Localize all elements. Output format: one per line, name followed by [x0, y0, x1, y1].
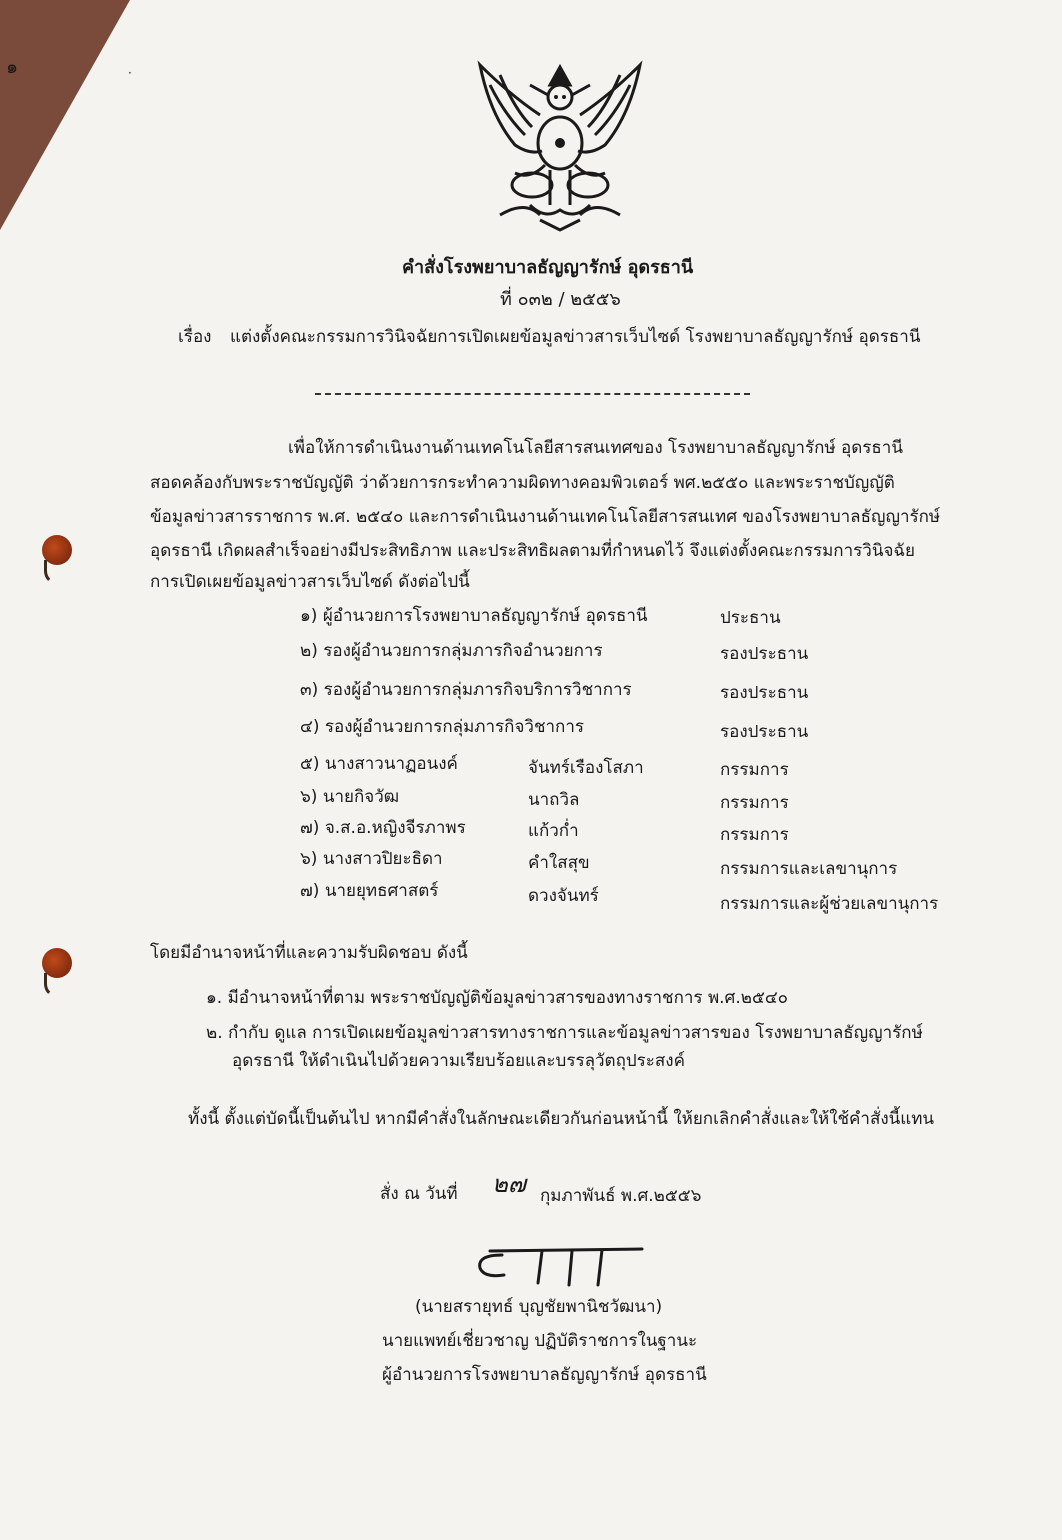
committee-member-name: ๒) รองผู้อำนวยการกลุ่มภารกิจอำนวยการ — [300, 641, 603, 661]
signatory-name: (นายสรายุทธ์ บุญชัยพานิชวัฒนา) — [415, 1297, 663, 1317]
closing-statement: ทั้งนี้ ตั้งแต่บัดนี้เป็นต้นไป หากมีคำสั่งในลักษณะเดียวกันก่อนหน้านี้ ให้ยกเลิกคำสั่งและให้ใช้คำสั่งนี้แทน — [188, 1109, 935, 1129]
committee-member-role: กรรมการ — [720, 760, 789, 780]
punch-hole-mark — [44, 560, 61, 585]
intro-line: สอดคล้องกับพระราชบัญญัติ ว่าด้วยการกระทำความผิดทางคอมพิวเตอร์ พศ.๒๕๕๐ และพระราชบัญญัติ — [150, 473, 895, 493]
committee-member-role: ประธาน — [720, 608, 781, 628]
signatory-position: นายแพทย์เชี่ยวชาญ ปฏิบัติราชการในฐานะ — [382, 1331, 698, 1351]
duty-item: ๑. มีอำนาจหน้าที่ตาม พระราชบัญญัติข้อมูลข่าวสารของทางราชการ พ.ศ.๒๕๔๐ — [206, 988, 789, 1008]
order-number: ที่ ๐๓๒ / ๒๕๕๖ — [500, 289, 621, 310]
committee-member-surname: ดวงจันทร์ — [528, 886, 599, 906]
intro-line: การเปิดเผยข้อมูลข่าวสารเว็บไซด์ ดังต่อไปนี้ — [150, 572, 470, 592]
order-date-day: ๒๗ — [492, 1170, 526, 1198]
committee-member-surname: จันทร์เรืองโสภา — [528, 758, 644, 778]
committee-member-role: กรรมการและเลขานุการ — [720, 859, 898, 879]
intro-line: เพื่อให้การดำเนินงานด้านเทคโนโลยีสารสนเทศของ โรงพยาบาลธัญญารักษ์ อุดรธานี — [288, 438, 903, 458]
subject-label: เรื่อง — [178, 327, 212, 347]
committee-member-name: ๔) รองผู้อำนวยการกลุ่มภารกิจวิชาการ — [300, 717, 585, 737]
duty-item: ๒. กำกับ ดูแล การเปิดเผยข้อมูลข่าวสารทางราชการและข้อมูลข่าวสารของ โรงพยาบาลธัญญารักษ์ — [206, 1023, 923, 1043]
signature-icon — [472, 1243, 647, 1293]
order-date-prefix: สั่ง ณ วันที่ — [380, 1184, 458, 1204]
stray-dot: · — [128, 66, 132, 80]
page-number: ๑ — [6, 56, 19, 78]
committee-member-name: ๗) จ.ส.อ.หญิงจีรภาพร — [300, 818, 466, 838]
garuda-emblem-icon — [470, 55, 650, 235]
committee-member-name: ๗) นายยุทธศาสตร์ — [300, 881, 439, 901]
order-date-month-year: กุมภาพันธ์ พ.ศ.๒๕๕๖ — [540, 1186, 702, 1206]
folded-corner — [0, 0, 130, 230]
committee-member-name: ๖) นายกิจวัฒ — [300, 787, 400, 807]
committee-member-name: ๖) นางสาวปิยะธิดา — [300, 849, 443, 869]
committee-member-role: รองประธาน — [720, 644, 809, 664]
header-separator — [315, 393, 750, 395]
punch-hole-mark — [44, 973, 61, 998]
committee-member-role: กรรมการและผู้ช่วยเลขานุการ — [720, 894, 939, 914]
committee-member-name: ๑) ผู้อำนวยการโรงพยาบาลธัญญารักษ์ อุดรธานี — [300, 606, 648, 626]
committee-member-role: กรรมการ — [720, 825, 789, 845]
signatory-position: ผู้อำนวยการโรงพยาบาลธัญญารักษ์ อุดรธานี — [382, 1365, 707, 1385]
order-title: คำสั่งโรงพยาบาลธัญญารักษ์ อุดรธานี — [402, 257, 694, 278]
committee-member-name: ๓) รองผู้อำนวยการกลุ่มภารกิจบริการวิชาการ — [300, 680, 632, 700]
committee-member-role: รองประธาน — [720, 722, 809, 742]
committee-member-surname: นาถวิล — [528, 790, 580, 810]
committee-member-role: กรรมการ — [720, 793, 789, 813]
intro-line: อุดรธานี เกิดผลสำเร็จอย่างมีประสิทธิภาพ และประสิทธิผลตามที่กำหนดไว้ จึงแต่งตั้งคณะกรรมการวินิจฉัย — [150, 541, 915, 561]
committee-member-surname: แก้วก่ำ — [528, 821, 579, 841]
intro-line: ข้อมูลข่าวสารราชการ พ.ศ. ๒๕๔๐ และการดำเนินงานด้านเทคโนโลยีสารสนเทศ ของโรงพยาบาลธัญญารักษ์ — [150, 507, 941, 527]
committee-member-surname: คำใสสุข — [528, 853, 590, 873]
committee-member-role: รองประธาน — [720, 683, 809, 703]
duty-item-continued: อุดรธานี ให้ดำเนินไปด้วยความเรียบร้อยและบรรลุวัตถุประสงค์ — [232, 1051, 685, 1071]
duties-heading: โดยมีอำนาจหน้าที่และความรับผิดชอบ ดังนี้ — [150, 943, 468, 963]
committee-member-name: ๕) นางสาวนาฏอนงค์ — [300, 754, 458, 774]
subject-text: แต่งตั้งคณะกรรมการวินิจฉัยการเปิดเผยข้อมูลข่าวสารเว็บไซด์ โรงพยาบาลธัญญารักษ์ อุดรธานี — [230, 327, 921, 347]
